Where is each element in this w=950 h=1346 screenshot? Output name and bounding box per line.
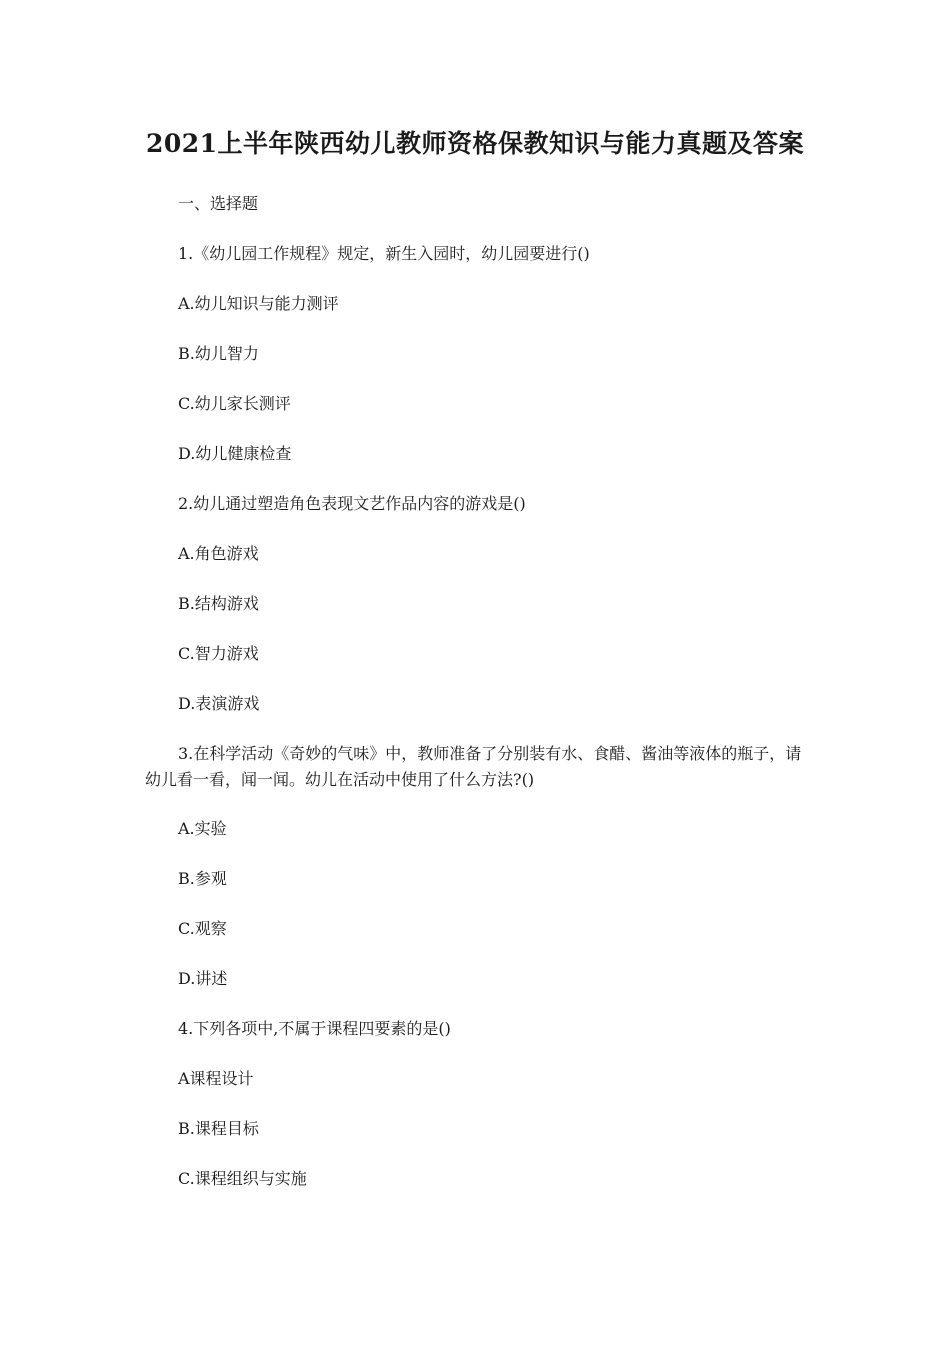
question-1-option-d: D.幼儿健康检查: [178, 444, 292, 463]
question-1-option-c: C.幼儿家长测评: [178, 394, 291, 413]
question-1-option-b: B.幼儿智力: [178, 344, 259, 363]
document-title: 2021上半年陕西幼儿教师资格保教知识与能力真题及答案: [145, 129, 805, 158]
question-3-option-d: D.讲述: [178, 969, 228, 988]
question-4-option-c: C.课程组织与实施: [178, 1169, 307, 1188]
question-2-stem: 2.幼儿通过塑造角色表现文艺作品内容的游戏是(): [178, 494, 526, 513]
question-2-option-c: C.智力游戏: [178, 644, 259, 663]
question-3-stem: 3.在科学活动《奇妙的气味》中，教师准备了分别装有水、食醋、酱油等液体的瓶子，请幼儿看一看，闻一闻。幼儿在活动中使用了什么方法?(): [145, 744, 802, 789]
question-1-option-a: A.幼儿知识与能力测评: [178, 294, 339, 313]
question-3-option-a: A.实验: [178, 819, 227, 838]
question-4-option-a: A课程设计: [178, 1069, 254, 1088]
section-heading: 一、选择题: [178, 194, 259, 213]
question-3-option-b: B.参观: [178, 869, 227, 888]
question-3-option-c: C.观察: [178, 919, 227, 938]
question-4-stem: 4.下列各项中,不属于课程四要素的是(): [178, 1019, 451, 1038]
question-2-option-d: D.表演游戏: [178, 694, 260, 713]
question-2-option-a: A.角色游戏: [178, 544, 259, 563]
question-1-stem: 1.《幼儿园工作规程》规定，新生入园时，幼儿园要进行(): [178, 244, 590, 263]
question-2-option-b: B.结构游戏: [178, 594, 259, 613]
question-4-option-b: B.课程目标: [178, 1119, 259, 1138]
